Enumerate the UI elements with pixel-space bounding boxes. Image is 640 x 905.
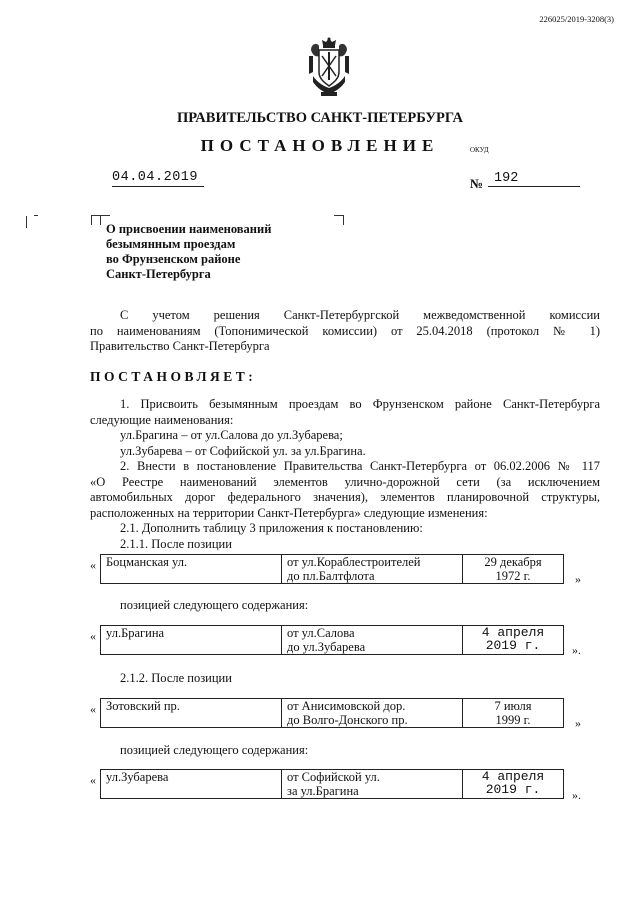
- extent-from: от Анисимовской дор.: [287, 699, 406, 713]
- body-line: 2. Внести в постановление Правительства Санкт-Петербурга от 06.02.2006 № 117: [120, 459, 600, 473]
- street-extent: [282, 699, 463, 728]
- date-day-month: 29 декабря: [484, 555, 542, 569]
- quote-close: ».: [572, 643, 581, 657]
- intro-paragraph: [90, 308, 600, 355]
- subject-line: Санкт-Петербурга: [106, 267, 211, 281]
- extent-from: от ул.Кораблестроителей: [287, 555, 421, 569]
- document-title: ПОСТАНОВЛЕНИЕ: [200, 136, 440, 155]
- registry-table: [100, 769, 564, 799]
- body-line: 2.1. Дополнить таблицу 3 приложения к постановлению:: [120, 521, 423, 535]
- quote-open: «: [90, 773, 96, 787]
- intro-line: С учетом решения Санкт-Петербургской межведомственной комиссии: [120, 308, 600, 322]
- extent-from: от Софийской ул.: [287, 770, 380, 784]
- table-row: [101, 626, 564, 655]
- okud-label: ОКУД: [470, 146, 489, 154]
- body-line: ул.Брагина – от ул.Салова до ул.Зубарева;: [120, 428, 343, 442]
- quote-close: »: [575, 716, 581, 730]
- corner-mark: [26, 216, 31, 228]
- body-line: автомобильных дорог федерального значения), элементов планировочной структуры,: [90, 490, 600, 504]
- street-name: Боцманская ул.: [101, 555, 282, 584]
- intro-line: по наименованиям (Топонимической комиссии) от 25.04.2018 (протокол № 1): [90, 323, 600, 338]
- extent-to: до ул.Зубарева: [287, 640, 366, 654]
- body-line: 2.1.1. После позиции: [120, 536, 232, 551]
- body-line: ул.Зубарева – от Софийской ул. за ул.Брагина.: [120, 443, 366, 458]
- registry-table: [100, 625, 564, 655]
- street-extent: [282, 626, 463, 655]
- table-row: [101, 699, 564, 728]
- street-extent: [282, 770, 463, 799]
- date-year: 2019 г.: [485, 782, 541, 797]
- body-line: позицией следующего содержания:: [120, 743, 309, 757]
- subject-line: безымянным проездам: [106, 237, 236, 251]
- subject-line: О присвоении наименований: [106, 222, 272, 236]
- date-year: 1999 г.: [495, 713, 531, 727]
- document-number: 192: [488, 171, 580, 187]
- body-line: следующие наименования:: [90, 412, 234, 427]
- date-day-month: 7 июля: [494, 699, 532, 713]
- corner-mark: [34, 215, 38, 218]
- street-extent: [282, 555, 463, 584]
- decision-date: [463, 770, 564, 799]
- table-row: [101, 555, 564, 584]
- body-line: расположенных на территории Санкт-Петербурга» следующие изменения:: [90, 505, 488, 520]
- document-subject: [106, 222, 271, 282]
- quote-close: ».: [572, 788, 581, 802]
- decision-date: [463, 626, 564, 655]
- date-day-month: 4 апреля: [481, 625, 545, 640]
- document-id: 226025/2019-3208(3): [539, 14, 614, 24]
- body-section: [90, 671, 600, 687]
- registry-table: [100, 698, 564, 728]
- extent-to: до пл.Балтфлота: [287, 569, 375, 583]
- extent-from: от ул.Салова: [287, 626, 355, 640]
- table-row: [101, 770, 564, 799]
- coat-of-arms-icon: [305, 36, 353, 98]
- body-line: [90, 598, 600, 614]
- extent-to: до Волго-Донского пр.: [287, 713, 408, 727]
- body-section: [90, 397, 600, 552]
- quote-open: «: [90, 629, 96, 643]
- body-line: [90, 743, 600, 759]
- resolves-heading: ПОСТАНОВЛЯЕТ:: [90, 369, 257, 384]
- government-name: ПРАВИТЕЛЬСТВО САНКТ-ПЕТЕРБУРГА: [177, 110, 463, 126]
- street-name: ул.Брагина: [101, 626, 282, 655]
- quote-open: «: [90, 702, 96, 716]
- quote-close: »: [575, 572, 581, 586]
- body-line: 1. Присвоить безымянным проездам во Фрунзенском районе Санкт-Петербурга: [120, 397, 600, 411]
- body-line: 2.1.2. После позиции: [120, 671, 232, 685]
- decision-date: [463, 555, 564, 584]
- extent-to: за ул.Брагина: [287, 784, 359, 798]
- intro-line: Правительство Санкт-Петербурга: [90, 339, 270, 353]
- date-day-month: 4 апреля: [481, 769, 545, 784]
- body-line: позицией следующего содержания:: [120, 598, 309, 612]
- date-year: 2019 г.: [485, 638, 541, 653]
- street-name: Зотовский пр.: [101, 699, 282, 728]
- body-line: «О Реестре наименований элементов улично-дорожной сети (за исключением: [90, 474, 600, 489]
- subject-line: во Фрунзенском районе: [106, 252, 241, 266]
- quote-open: «: [90, 558, 96, 572]
- street-name: ул.Зубарева: [101, 770, 282, 799]
- decision-date: [463, 699, 564, 728]
- document-date: 04.04.2019: [112, 170, 204, 187]
- registry-table: [100, 554, 564, 584]
- corner-mark: [334, 215, 344, 225]
- number-label: №: [470, 176, 484, 191]
- date-year: 1972 г.: [495, 569, 531, 583]
